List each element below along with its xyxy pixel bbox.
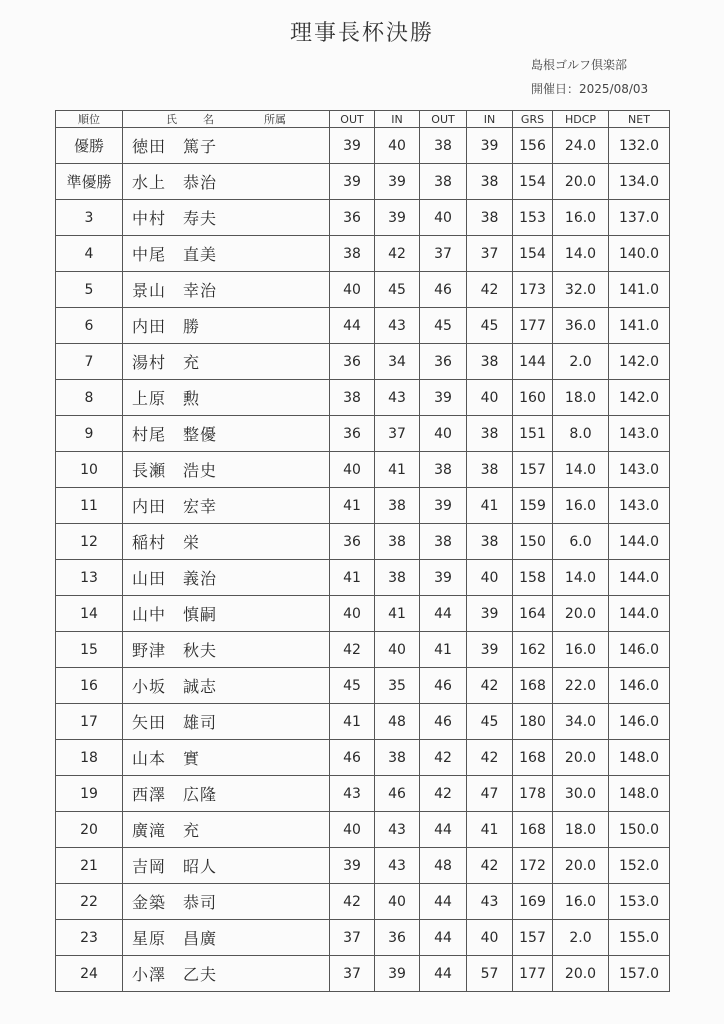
hdcp-cell: 24.0 [553, 128, 609, 164]
in-1-cell: 40 [375, 884, 420, 920]
header-name-1: 氏 [166, 113, 177, 126]
grs-cell: 151 [513, 416, 553, 452]
table-row [56, 956, 670, 992]
out-1-cell: 39 [330, 848, 375, 884]
name-cell: 山中 慎嗣 [123, 596, 330, 632]
name-cell: 内田 勝 [123, 308, 330, 344]
out-1-cell: 39 [330, 164, 375, 200]
in-1-cell: 43 [375, 812, 420, 848]
table-row [56, 164, 670, 200]
hdcp-cell: 2.0 [553, 920, 609, 956]
out-2-cell: 42 [420, 740, 467, 776]
in-1-cell: 35 [375, 668, 420, 704]
name-cell: 星原 昌廣 [123, 920, 330, 956]
out-1-cell: 42 [330, 632, 375, 668]
rank-cell: 4 [56, 236, 123, 272]
out-1-cell: 40 [330, 272, 375, 308]
rank-cell: 6 [56, 308, 123, 344]
name-cell: 小坂 誠志 [123, 668, 330, 704]
rank-cell: 準優勝 [56, 164, 123, 200]
rank-cell: 23 [56, 920, 123, 956]
out-1-cell: 40 [330, 812, 375, 848]
net-cell: 144.0 [609, 596, 670, 632]
out-2-cell: 39 [420, 380, 467, 416]
header-row [56, 111, 670, 128]
in-2-cell: 41 [467, 812, 513, 848]
table-row [56, 884, 670, 920]
out-2-cell: 46 [420, 668, 467, 704]
net-cell: 146.0 [609, 704, 670, 740]
hdcp-cell: 14.0 [553, 560, 609, 596]
out-1-cell: 38 [330, 236, 375, 272]
out-2-cell: 41 [420, 632, 467, 668]
table-row [56, 236, 670, 272]
out-2-cell: 46 [420, 704, 467, 740]
in-1-cell: 42 [375, 236, 420, 272]
net-cell: 143.0 [609, 452, 670, 488]
header-affiliation: 所属 [264, 113, 286, 126]
net-cell: 152.0 [609, 848, 670, 884]
name-cell: 小澤 乙夫 [123, 956, 330, 992]
out-2-cell: 38 [420, 164, 467, 200]
out-1-cell: 36 [330, 416, 375, 452]
in-2-cell: 41 [467, 488, 513, 524]
rank-cell: 11 [56, 488, 123, 524]
in-1-cell: 39 [375, 200, 420, 236]
hdcp-cell: 20.0 [553, 164, 609, 200]
event-date: 開催日：2025/08/03 [531, 82, 649, 96]
grs-cell: 173 [513, 272, 553, 308]
in-1-cell: 39 [375, 956, 420, 992]
hdcp-cell: 18.0 [553, 812, 609, 848]
in-2-cell: 39 [467, 128, 513, 164]
in-2-cell: 42 [467, 740, 513, 776]
hdcp-cell: 20.0 [553, 956, 609, 992]
grs-cell: 172 [513, 848, 553, 884]
in-2-cell: 47 [467, 776, 513, 812]
header-rank: 順位 [56, 111, 123, 128]
name-cell: 矢田 雄司 [123, 704, 330, 740]
name-cell: 上原 勲 [123, 380, 330, 416]
rank-cell: 3 [56, 200, 123, 236]
in-2-cell: 38 [467, 416, 513, 452]
grs-cell: 169 [513, 884, 553, 920]
grs-cell: 168 [513, 740, 553, 776]
table-row [56, 128, 670, 164]
out-2-cell: 36 [420, 344, 467, 380]
table-row [56, 560, 670, 596]
out-1-cell: 39 [330, 128, 375, 164]
table-row [56, 416, 670, 452]
out-1-cell: 43 [330, 776, 375, 812]
name-cell: 湯村 充 [123, 344, 330, 380]
name-cell: 中村 寿夫 [123, 200, 330, 236]
in-2-cell: 38 [467, 452, 513, 488]
in-1-cell: 40 [375, 128, 420, 164]
out-1-cell: 41 [330, 704, 375, 740]
name-cell: 山本 實 [123, 740, 330, 776]
name-cell: 景山 幸治 [123, 272, 330, 308]
table-row [56, 380, 670, 416]
out-1-cell: 41 [330, 488, 375, 524]
rank-cell: 15 [56, 632, 123, 668]
rank-cell: 17 [56, 704, 123, 740]
out-2-cell: 38 [420, 128, 467, 164]
in-2-cell: 38 [467, 164, 513, 200]
hdcp-cell: 20.0 [553, 740, 609, 776]
out-2-cell: 39 [420, 488, 467, 524]
net-cell: 142.0 [609, 344, 670, 380]
in-2-cell: 38 [467, 524, 513, 560]
table-row [56, 200, 670, 236]
grs-cell: 150 [513, 524, 553, 560]
net-cell: 148.0 [609, 740, 670, 776]
name-cell: 吉岡 昭人 [123, 848, 330, 884]
out-1-cell: 40 [330, 452, 375, 488]
header-name-2: 名 [203, 113, 214, 126]
in-1-cell: 41 [375, 596, 420, 632]
hdcp-cell: 14.0 [553, 452, 609, 488]
grs-cell: 154 [513, 236, 553, 272]
table-row [56, 776, 670, 812]
rank-cell: 優勝 [56, 128, 123, 164]
name-cell: 内田 宏幸 [123, 488, 330, 524]
page-title: 理事長杯決勝 [289, 21, 434, 46]
hdcp-cell: 16.0 [553, 488, 609, 524]
net-cell: 146.0 [609, 668, 670, 704]
club-name: 島根ゴルフ倶楽部 [531, 58, 628, 72]
hdcp-cell: 16.0 [553, 200, 609, 236]
rank-cell: 20 [56, 812, 123, 848]
grs-cell: 159 [513, 488, 553, 524]
grs-cell: 164 [513, 596, 553, 632]
in-1-cell: 40 [375, 632, 420, 668]
header-grs: GRS [513, 111, 553, 128]
grs-cell: 168 [513, 668, 553, 704]
rank-cell: 22 [56, 884, 123, 920]
in-2-cell: 57 [467, 956, 513, 992]
table-row [56, 704, 670, 740]
net-cell: 153.0 [609, 884, 670, 920]
rank-cell: 5 [56, 272, 123, 308]
net-cell: 137.0 [609, 200, 670, 236]
out-1-cell: 44 [330, 308, 375, 344]
name-cell: 徳田 篤子 [123, 128, 330, 164]
table-row [56, 668, 670, 704]
table-row [56, 452, 670, 488]
rank-cell: 18 [56, 740, 123, 776]
grs-cell: 156 [513, 128, 553, 164]
rank-cell: 21 [56, 848, 123, 884]
in-2-cell: 38 [467, 344, 513, 380]
in-2-cell: 45 [467, 704, 513, 740]
grs-cell: 153 [513, 200, 553, 236]
table-row [56, 596, 670, 632]
net-cell: 140.0 [609, 236, 670, 272]
hdcp-cell: 16.0 [553, 632, 609, 668]
rank-cell: 10 [56, 452, 123, 488]
in-2-cell: 39 [467, 596, 513, 632]
out-1-cell: 40 [330, 596, 375, 632]
name-cell: 稲村 栄 [123, 524, 330, 560]
rank-cell: 13 [56, 560, 123, 596]
rank-cell: 19 [56, 776, 123, 812]
net-cell: 134.0 [609, 164, 670, 200]
table-row [56, 740, 670, 776]
in-1-cell: 43 [375, 380, 420, 416]
out-2-cell: 44 [420, 596, 467, 632]
out-2-cell: 48 [420, 848, 467, 884]
net-cell: 142.0 [609, 380, 670, 416]
in-1-cell: 38 [375, 560, 420, 596]
in-2-cell: 40 [467, 560, 513, 596]
grs-cell: 177 [513, 308, 553, 344]
out-1-cell: 41 [330, 560, 375, 596]
net-cell: 157.0 [609, 956, 670, 992]
results-table [55, 110, 670, 992]
in-1-cell: 48 [375, 704, 420, 740]
table-row [56, 812, 670, 848]
out-2-cell: 42 [420, 776, 467, 812]
in-1-cell: 34 [375, 344, 420, 380]
out-2-cell: 46 [420, 272, 467, 308]
out-1-cell: 37 [330, 920, 375, 956]
out-1-cell: 42 [330, 884, 375, 920]
in-1-cell: 41 [375, 452, 420, 488]
header-out-1: OUT [330, 111, 375, 128]
rank-cell: 7 [56, 344, 123, 380]
header-out-2: OUT [420, 111, 467, 128]
in-2-cell: 39 [467, 632, 513, 668]
hdcp-cell: 8.0 [553, 416, 609, 452]
in-2-cell: 43 [467, 884, 513, 920]
in-2-cell: 40 [467, 380, 513, 416]
results-body [56, 128, 670, 992]
header-hdcp: HDCP [553, 111, 609, 128]
net-cell: 144.0 [609, 560, 670, 596]
rank-cell: 8 [56, 380, 123, 416]
out-2-cell: 44 [420, 884, 467, 920]
grs-cell: 157 [513, 920, 553, 956]
header-net: NET [609, 111, 670, 128]
out-2-cell: 40 [420, 200, 467, 236]
rank-cell: 12 [56, 524, 123, 560]
table-row [56, 308, 670, 344]
hdcp-cell: 6.0 [553, 524, 609, 560]
hdcp-cell: 36.0 [553, 308, 609, 344]
in-2-cell: 37 [467, 236, 513, 272]
out-2-cell: 39 [420, 560, 467, 596]
out-2-cell: 37 [420, 236, 467, 272]
hdcp-cell: 32.0 [553, 272, 609, 308]
in-1-cell: 38 [375, 524, 420, 560]
out-2-cell: 38 [420, 452, 467, 488]
grs-cell: 180 [513, 704, 553, 740]
net-cell: 143.0 [609, 416, 670, 452]
net-cell: 141.0 [609, 308, 670, 344]
grs-cell: 160 [513, 380, 553, 416]
hdcp-cell: 22.0 [553, 668, 609, 704]
hdcp-cell: 20.0 [553, 848, 609, 884]
name-cell: 水上 恭治 [123, 164, 330, 200]
out-2-cell: 40 [420, 416, 467, 452]
in-2-cell: 40 [467, 920, 513, 956]
in-1-cell: 43 [375, 848, 420, 884]
table-row [56, 272, 670, 308]
net-cell: 155.0 [609, 920, 670, 956]
table-row [56, 344, 670, 380]
table-row [56, 632, 670, 668]
in-1-cell: 39 [375, 164, 420, 200]
name-cell: 長瀬 浩史 [123, 452, 330, 488]
in-1-cell: 38 [375, 740, 420, 776]
out-2-cell: 44 [420, 956, 467, 992]
net-cell: 132.0 [609, 128, 670, 164]
in-2-cell: 38 [467, 200, 513, 236]
grs-cell: 158 [513, 560, 553, 596]
name-cell: 山田 義治 [123, 560, 330, 596]
out-1-cell: 45 [330, 668, 375, 704]
name-cell: 金築 恭司 [123, 884, 330, 920]
hdcp-cell: 34.0 [553, 704, 609, 740]
out-2-cell: 38 [420, 524, 467, 560]
out-1-cell: 36 [330, 524, 375, 560]
net-cell: 148.0 [609, 776, 670, 812]
in-1-cell: 36 [375, 920, 420, 956]
net-cell: 150.0 [609, 812, 670, 848]
hdcp-cell: 18.0 [553, 380, 609, 416]
net-cell: 146.0 [609, 632, 670, 668]
table-row [56, 488, 670, 524]
grs-cell: 168 [513, 812, 553, 848]
rank-cell: 16 [56, 668, 123, 704]
in-2-cell: 42 [467, 668, 513, 704]
name-cell: 西澤 広隆 [123, 776, 330, 812]
out-1-cell: 38 [330, 380, 375, 416]
out-2-cell: 44 [420, 920, 467, 956]
hdcp-cell: 30.0 [553, 776, 609, 812]
header-in-2: IN [467, 111, 513, 128]
grs-cell: 154 [513, 164, 553, 200]
net-cell: 141.0 [609, 272, 670, 308]
table-row [56, 920, 670, 956]
in-2-cell: 45 [467, 308, 513, 344]
in-1-cell: 46 [375, 776, 420, 812]
in-2-cell: 42 [467, 848, 513, 884]
hdcp-cell: 20.0 [553, 596, 609, 632]
net-cell: 144.0 [609, 524, 670, 560]
table-row [56, 848, 670, 884]
in-1-cell: 38 [375, 488, 420, 524]
in-1-cell: 43 [375, 308, 420, 344]
grs-cell: 157 [513, 452, 553, 488]
name-cell: 廣滝 充 [123, 812, 330, 848]
name-cell: 野津 秋夫 [123, 632, 330, 668]
out-1-cell: 36 [330, 344, 375, 380]
in-2-cell: 42 [467, 272, 513, 308]
header-in-1: IN [375, 111, 420, 128]
out-1-cell: 36 [330, 200, 375, 236]
header-name [123, 111, 330, 128]
table-row [56, 524, 670, 560]
in-1-cell: 45 [375, 272, 420, 308]
rank-cell: 9 [56, 416, 123, 452]
hdcp-cell: 14.0 [553, 236, 609, 272]
hdcp-cell: 16.0 [553, 884, 609, 920]
rank-cell: 24 [56, 956, 123, 992]
out-1-cell: 37 [330, 956, 375, 992]
out-2-cell: 45 [420, 308, 467, 344]
out-1-cell: 46 [330, 740, 375, 776]
rank-cell: 14 [56, 596, 123, 632]
hdcp-cell: 2.0 [553, 344, 609, 380]
grs-cell: 178 [513, 776, 553, 812]
net-cell: 143.0 [609, 488, 670, 524]
grs-cell: 177 [513, 956, 553, 992]
out-2-cell: 44 [420, 812, 467, 848]
grs-cell: 144 [513, 344, 553, 380]
grs-cell: 162 [513, 632, 553, 668]
in-1-cell: 37 [375, 416, 420, 452]
name-cell: 中尾 直美 [123, 236, 330, 272]
name-cell: 村尾 整優 [123, 416, 330, 452]
